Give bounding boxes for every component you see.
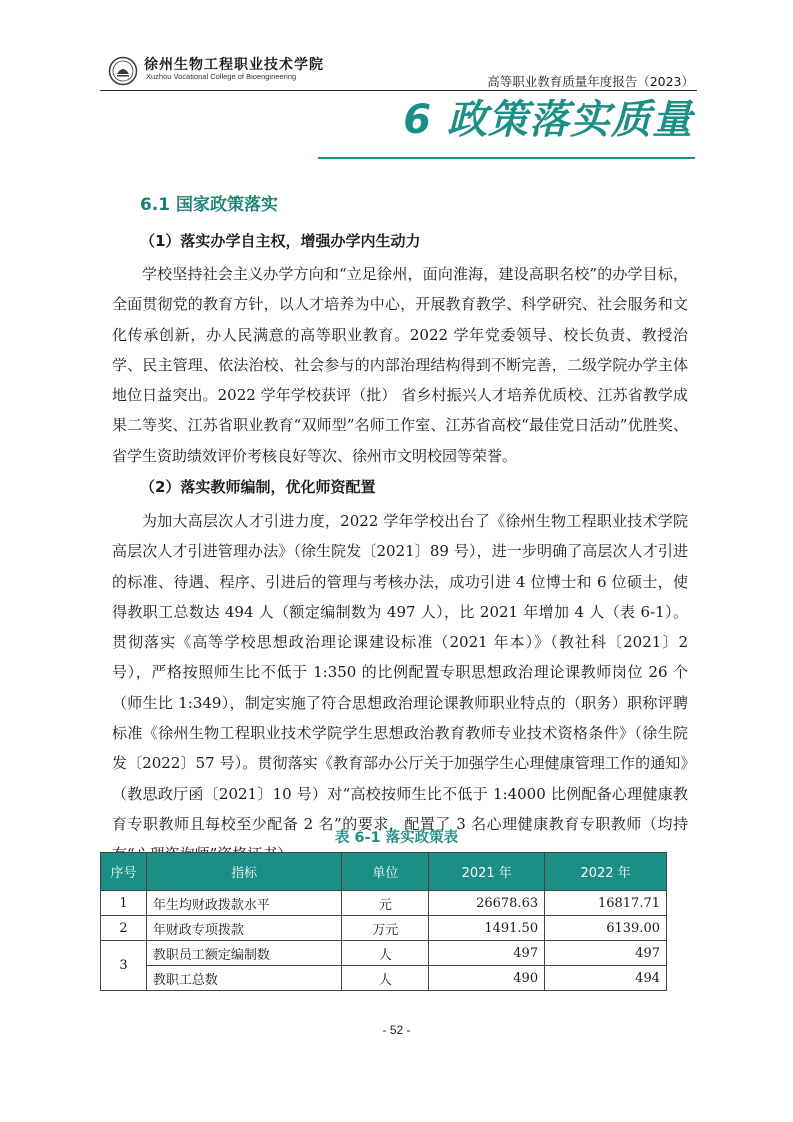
header-divider <box>100 90 697 91</box>
chapter-underline <box>318 157 695 159</box>
cell-unit: 万元 <box>342 916 429 941</box>
col-header-2022: 2022 年 <box>545 853 667 891</box>
cell-indicator: 年财政专项拨款 <box>146 916 342 941</box>
table-caption: 表 6-1 落实政策表 <box>334 830 459 846</box>
cell-no: 3 <box>101 941 147 991</box>
cell-2022: 6139.00 <box>545 916 667 941</box>
page-number: - 52 - <box>382 1023 411 1037</box>
report-title: 高等职业教育质量年度报告（2023） <box>487 74 694 89</box>
col-header-2021: 2021 年 <box>429 853 545 891</box>
chapter-title: 6 政策落实质量 <box>403 97 693 143</box>
cell-2022: 494 <box>545 966 667 991</box>
cell-indicator: 教职工总数 <box>146 966 342 991</box>
cell-unit: 人 <box>342 966 429 991</box>
cell-unit: 人 <box>342 941 429 966</box>
table-row <box>101 916 667 941</box>
school-logo-icon <box>108 56 138 86</box>
table-row <box>101 941 667 966</box>
cell-indicator: 年生均财政拨款水平 <box>146 891 342 916</box>
section-title: 6.1 国家政策落实 <box>140 195 279 215</box>
cell-2021: 26678.63 <box>429 891 545 916</box>
subsection-heading-2: （2）落实教师编制，优化师资配置 <box>140 478 376 496</box>
cell-2021: 497 <box>429 941 545 966</box>
school-name-cn: 徐州生物工程职业技术学院 <box>144 57 324 73</box>
table-row <box>101 891 667 916</box>
cell-no: 1 <box>101 891 147 916</box>
cell-2021: 490 <box>429 966 545 991</box>
paragraph-2: 为加大高层次人才引进力度，2022 学年学校出台了《徐州生物工程职业技术学院高层次人才引进管理办法》（徐生院发〔2021〕89 号），进一步明确了高层次人才引进的标准、待遇、程序、引进后的管理与考核办法，成功引进 4 位博士和 6 位硕士，使得教职工总数达 494 人（额定编制数为 497 人），比 2021 年增加 4 人（表 6-1）。贯彻落实《高等学校思想政治理论课建设标准（2021 年本）》（教社科〔2021〕2 号），严格按照师生比不低于 1:350 的比例配置专职思想政治理论课教师岗位 26 个（师生比 1:349），制定实施了符合思想政治理论课教师职业特点的（职务）职称评聘标准《徐州生物工程职业技术学院学生思想政治教育教师专业技术资格条件》（徐生院发〔2022〕57 号）。贯彻落实《教育部办公厅关于加强学生心理健康管理工作的通知》（教思政厅函〔2021〕10 号）对“高校按师生比不低于 1:4000 比例配备心理健康教育专职教师且每校至少配备 2 名”的要求，配置了 3 名心理健康教育专职教师（均持 <box>112 512 688 833</box>
cell-unit: 元 <box>342 891 429 916</box>
paragraph-1: 学校坚持社会主义办学方向和“立足徐州，面向淮海，建设高职名校”的办学目标，全面贯彻党的教育方针，以人才培养为中心，开展教育教学、科学研究、社会服务和文化传承创新，办人民满意的高等职业教育。2022 学年党委领导、校长负责、教授治学、民主管理、依法治校、社会参与的内部治理结构得到不断完善，二级学院办学主体地位日益突出。2022 学年学校获评（批） 省乡村振兴人才培养优质校、江苏省教学成果二等奖、江苏省职业教育“双师型”名师工作室、江苏省高校“最佳党日活动”优胜奖、省学生资助绩效评价考核良好等次、徐州市文明校园等荣誉。 <box>112 265 688 465</box>
cell-2021: 1491.50 <box>429 916 545 941</box>
col-header-indicator: 指标 <box>146 853 342 891</box>
cell-no: 2 <box>101 916 147 941</box>
subsection-heading-1: （1）落实办学自主权，增强办学内生动力 <box>140 232 421 250</box>
school-name-en: Xuzhou Vocational College of Bioengineering <box>146 72 297 81</box>
col-header-no: 序号 <box>101 853 147 891</box>
page-header <box>100 52 696 88</box>
cell-2022: 497 <box>545 941 667 966</box>
table-header-row <box>101 853 667 891</box>
cell-indicator: 教职员工额定编制数 <box>146 941 342 966</box>
table-row <box>101 966 667 991</box>
policy-table <box>100 852 667 991</box>
col-header-unit: 单位 <box>342 853 429 891</box>
cell-2022: 16817.71 <box>545 891 667 916</box>
